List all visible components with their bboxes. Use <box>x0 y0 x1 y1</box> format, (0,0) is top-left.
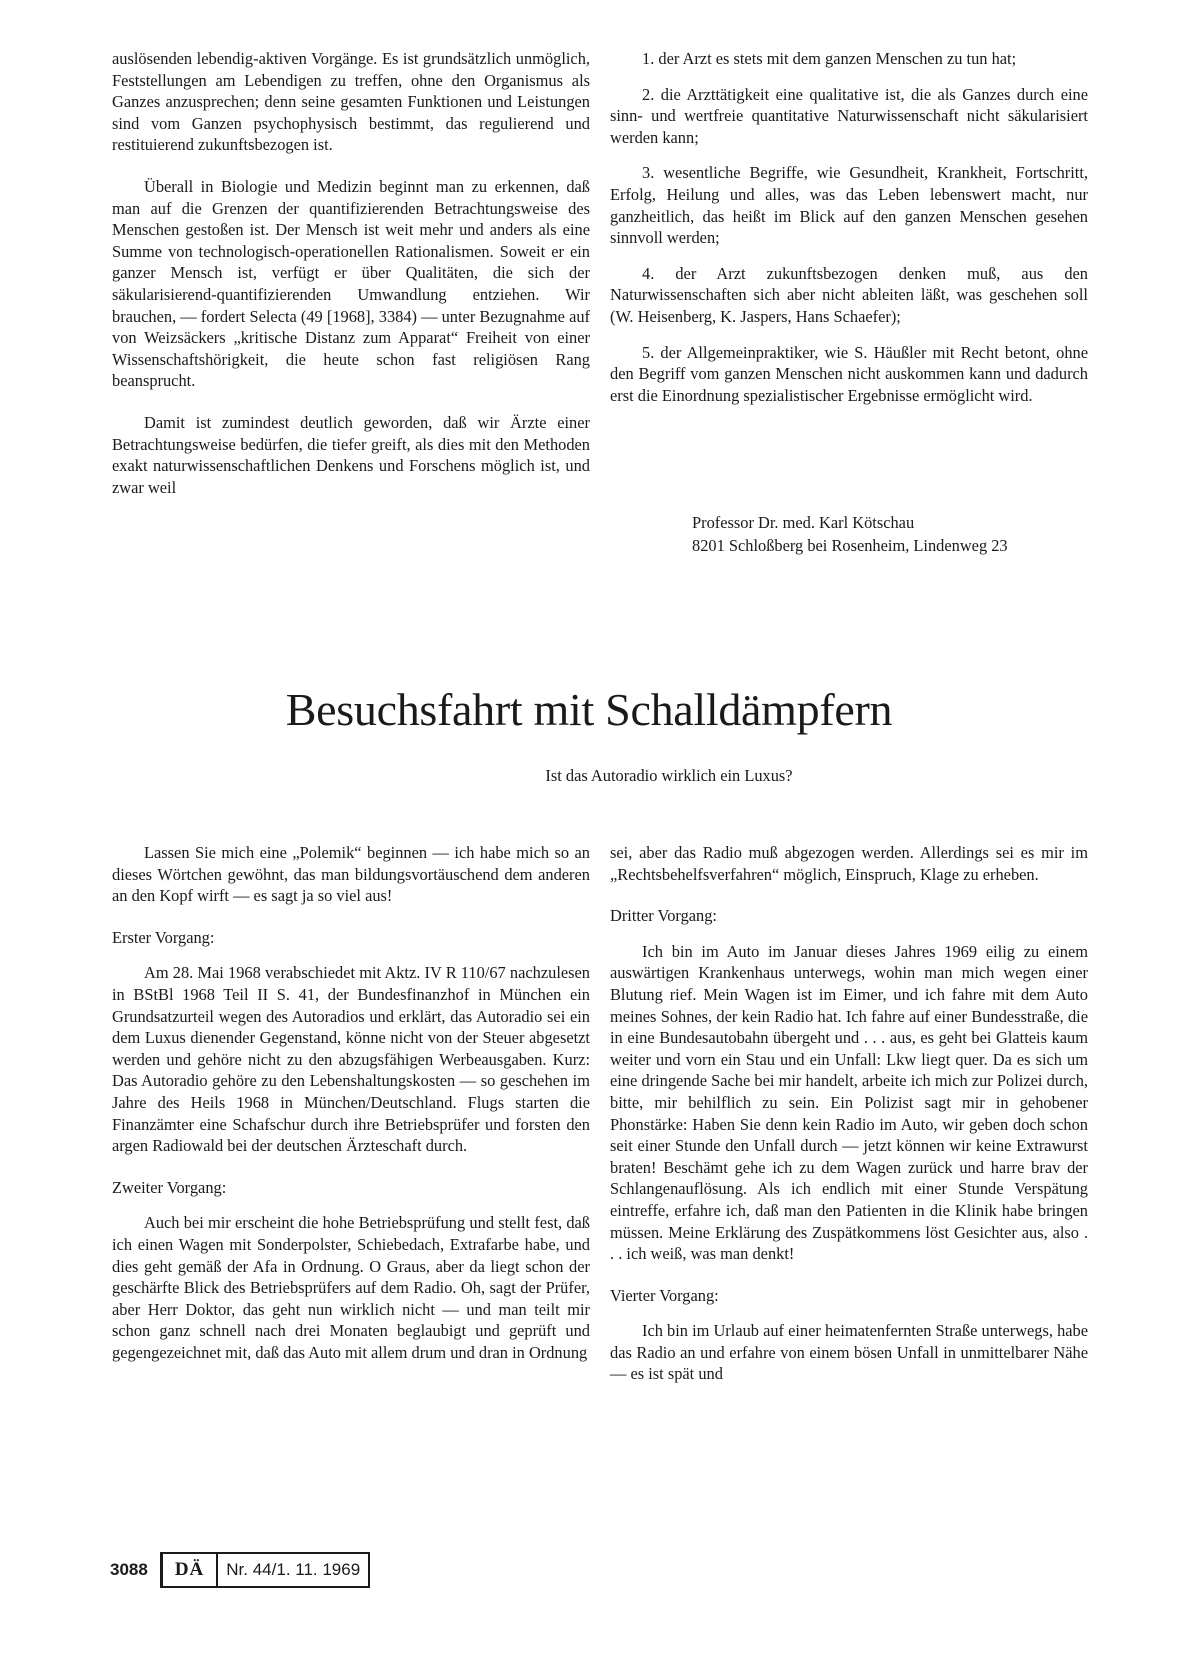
author-address: 8201 Schloßberg bei Rosenheim, Lindenweg 23 <box>692 536 1008 555</box>
top-left-column <box>112 48 590 498</box>
bottom-right-column <box>610 842 1088 1385</box>
section-heading: Erster Vorgang: <box>112 927 215 947</box>
bottom-left-column <box>112 842 590 1363</box>
paragraph: Am 28. Mai 1968 verabschiedet mit Aktz. IV R 110/67 nachzulesen in BStBl 1968 Teil II S. 41, der Bundesfinanzhof in München ein Grundsatzurteil wegen des Autoradios und erklärt, das Autoradio sei ein dem Luxus dienender Gegenstand, könne nicht von der Steuer abgesetzt werden und gehöre nicht zu den abzugsfähigen Werbeausgaben. Kurz: Das Autoradio gehöre zu den Lebenshaltungskosten — so geschehen im Jahre des Heils 1968 in München/Deutschland. Flugs starten die Finanzämter eine Schafschur durch ihre Betriebsprüfer und forsten den argen Radiowald bei der deutschen Ärzteschaft durch. <box>112 963 590 1156</box>
issue-number: Nr. 44/1. 11. 1969 <box>226 1560 361 1579</box>
paragraph: auslösenden lebendig-aktiven Vorgänge. Es ist grundsätzlich unmöglich, Feststellungen am Lebendigen zu treffen, ohne den Organismus als Ganzes anzusprechen; denn seine gesamten Funktionen und Leistungen sind vom Ganzen psychophysisch bestimmt, das regulierend und restituierend zukunftsbezogen ist. <box>112 49 590 155</box>
top-right-column <box>610 48 1088 420</box>
article-subtitle: Ist das Autoradio wirklich ein Luxus? <box>545 766 793 785</box>
list-item: 1. der Arzt es stets mit dem ganzen Menschen zu tun hat; <box>642 49 1017 68</box>
article-title: Besuchsfahrt mit Schalldämpfern <box>285 684 893 735</box>
list-item: 3. wesentliche Begriffe, wie Gesundheit, Krankheit, Fortschritt, Erfolg, Heilung und alles, was das Leben lebenswert macht, nur ganzheitlich, das heißt im Blick auf den ganzen Menschen gesehen sinnvoll werden; <box>610 163 1088 248</box>
paragraph: Ich bin im Urlaub auf einer heimatenfernten Straße unterwegs, habe das Radio an und erfahre von einem bösen Unfall in unmittelbarer Nähe — es ist spät und <box>610 1321 1089 1384</box>
section-heading: Vierter Vorgang: <box>610 1285 719 1305</box>
page-number: 3088 <box>110 1560 148 1579</box>
list-item: 2. die Arzttätigkeit eine qualitative ist, die als Ganzes durch eine sinn- und wertfreie quantitative Naturwissenschaft nicht säkularisiert werden kann; <box>610 84 1088 147</box>
author-signature <box>692 511 1008 557</box>
paragraph: Damit ist zumindest deutlich geworden, daß wir Ärzte einer Betrachtungsweise bedürfen, die tiefer greift, als dies mit den Methoden exakt naturwissenschaftlichen Denkens und Forschens möglich ist, und zwar weil <box>112 412 590 497</box>
paragraph: Lassen Sie mich eine „Polemik“ beginnen — ich habe mich so an dieses Wörtchen gewöhnt, das man bildungsvortäuschend dem anderen an den Kopf wirft — es sagt ja so viel aus! <box>112 843 590 906</box>
paragraph: sei, aber das Radio muß abgezogen werden. Allerdings sei es mir im „Rechtsbehelfsverfahren“ möglich, Einspruch, Klage zu erheben. <box>610 843 1088 884</box>
journal-abbreviation: DÄ <box>163 1554 218 1586</box>
page-footer <box>110 1552 370 1588</box>
journal-box <box>160 1552 370 1588</box>
paragraph: Ich bin im Auto im Januar dieses Jahres 1969 eilig zu einem auswärtigen Krankenhaus unterwegs, wohin man mich wegen einer Blutung rief. Mein Wagen ist im Eimer, und ich fahre mit dem Auto meines Sohnes, der kein Radio hat. Ich fahre auf einer Bundesstraße, die in eine Bundesautobahn übergeht und . . . aus, es geht bei Glatteis kaum weiter und vorn ein Stau und ein Unfall: Lkw liegt quer. Da es sich um eine dringende Sache bei mir handelt, arbeite ich mich zur Polizei durch, bitte, mir behilflich zu sein. Ein Polizist sagt mir in gehobener Phonstärke: Haben Sie denn kein Radio im Auto, wir geben doch schon seit einer Stunde den Unfall durch — jetzt können wir keine Extrawurst braten! Beschämt gehe ich zu dem Wagen zurück und harre brav der Schlangenauflösung. Als ich endlich mit einer Stunde Verspätung eintreffe, erfahre ich, daß man den Patienten in die Klinik habe bringen müssen. Meine Erklärung des Zuspätkommens löst Gesichter aus, also . . . ich weiß, was man denkt! <box>610 941 1088 1264</box>
list-item: 5. der Allgemeinpraktiker, wie S. Häußler mit Recht betont, ohne den Begriff vom ganzen Menschen nicht auskommen kann und dadurch erst die Einordnung spezialistischer Ergebnisse ermöglicht wird. <box>610 342 1088 405</box>
list-item: 4. der Arzt zukunftsbezogen denken muß, aus den Naturwissenschaften sich aber nicht ableiten läßt, was geschehen soll (W. Heisenberg, K. Jaspers, Hans Schaefer); <box>610 263 1088 326</box>
paragraph: Auch bei mir erscheint die hohe Betriebsprüfung und stellt fest, daß ich einen Wagen mit Sonderpolster, Schiebedach, Extrafarbe habe, und dies geht gemäß der Afa in Ordnung. O Graus, aber da liegt schon der geschärfte Blick des Betriebsprüfers auf dem Radio. Oh, sagt der Prüfer, aber Herr Doktor, das geht nun wirklich nicht — und man teilt mir schon ganz schnell nach drei Monaten beglaubigt und geprüft und gegengezeichnet mit, daß das Auto mit allem drum und dran in Ordnung <box>112 1213 590 1362</box>
section-heading: Zweiter Vorgang: <box>112 1177 227 1197</box>
paragraph: Überall in Biologie und Medizin beginnt man zu erkennen, daß man auf die Grenzen der quantifizierenden Betrachtungsweise des Menschen gestoßen ist. Der Mensch ist weit mehr und anders als eine Summe von technologisch-operationellen Rationalismen. Soweit er ein ganzer Mensch ist, verfügt er über Qualitäten, die sich der säkularisierend-quantifizierenden Umwandlung entziehen. Wir brauchen, — fordert Selecta (49 [1968], 3384) — unter Bezugnahme auf von Weizsäckers „kritische Distanz zum Apparat“ Freiheit von einer Wissenschaftshörigkeit, die heute schon fast religiösen Rang beansprucht. <box>112 176 590 391</box>
author-name: Professor Dr. med. Karl Kötschau <box>692 513 915 532</box>
section-heading: Dritter Vorgang: <box>610 906 717 926</box>
